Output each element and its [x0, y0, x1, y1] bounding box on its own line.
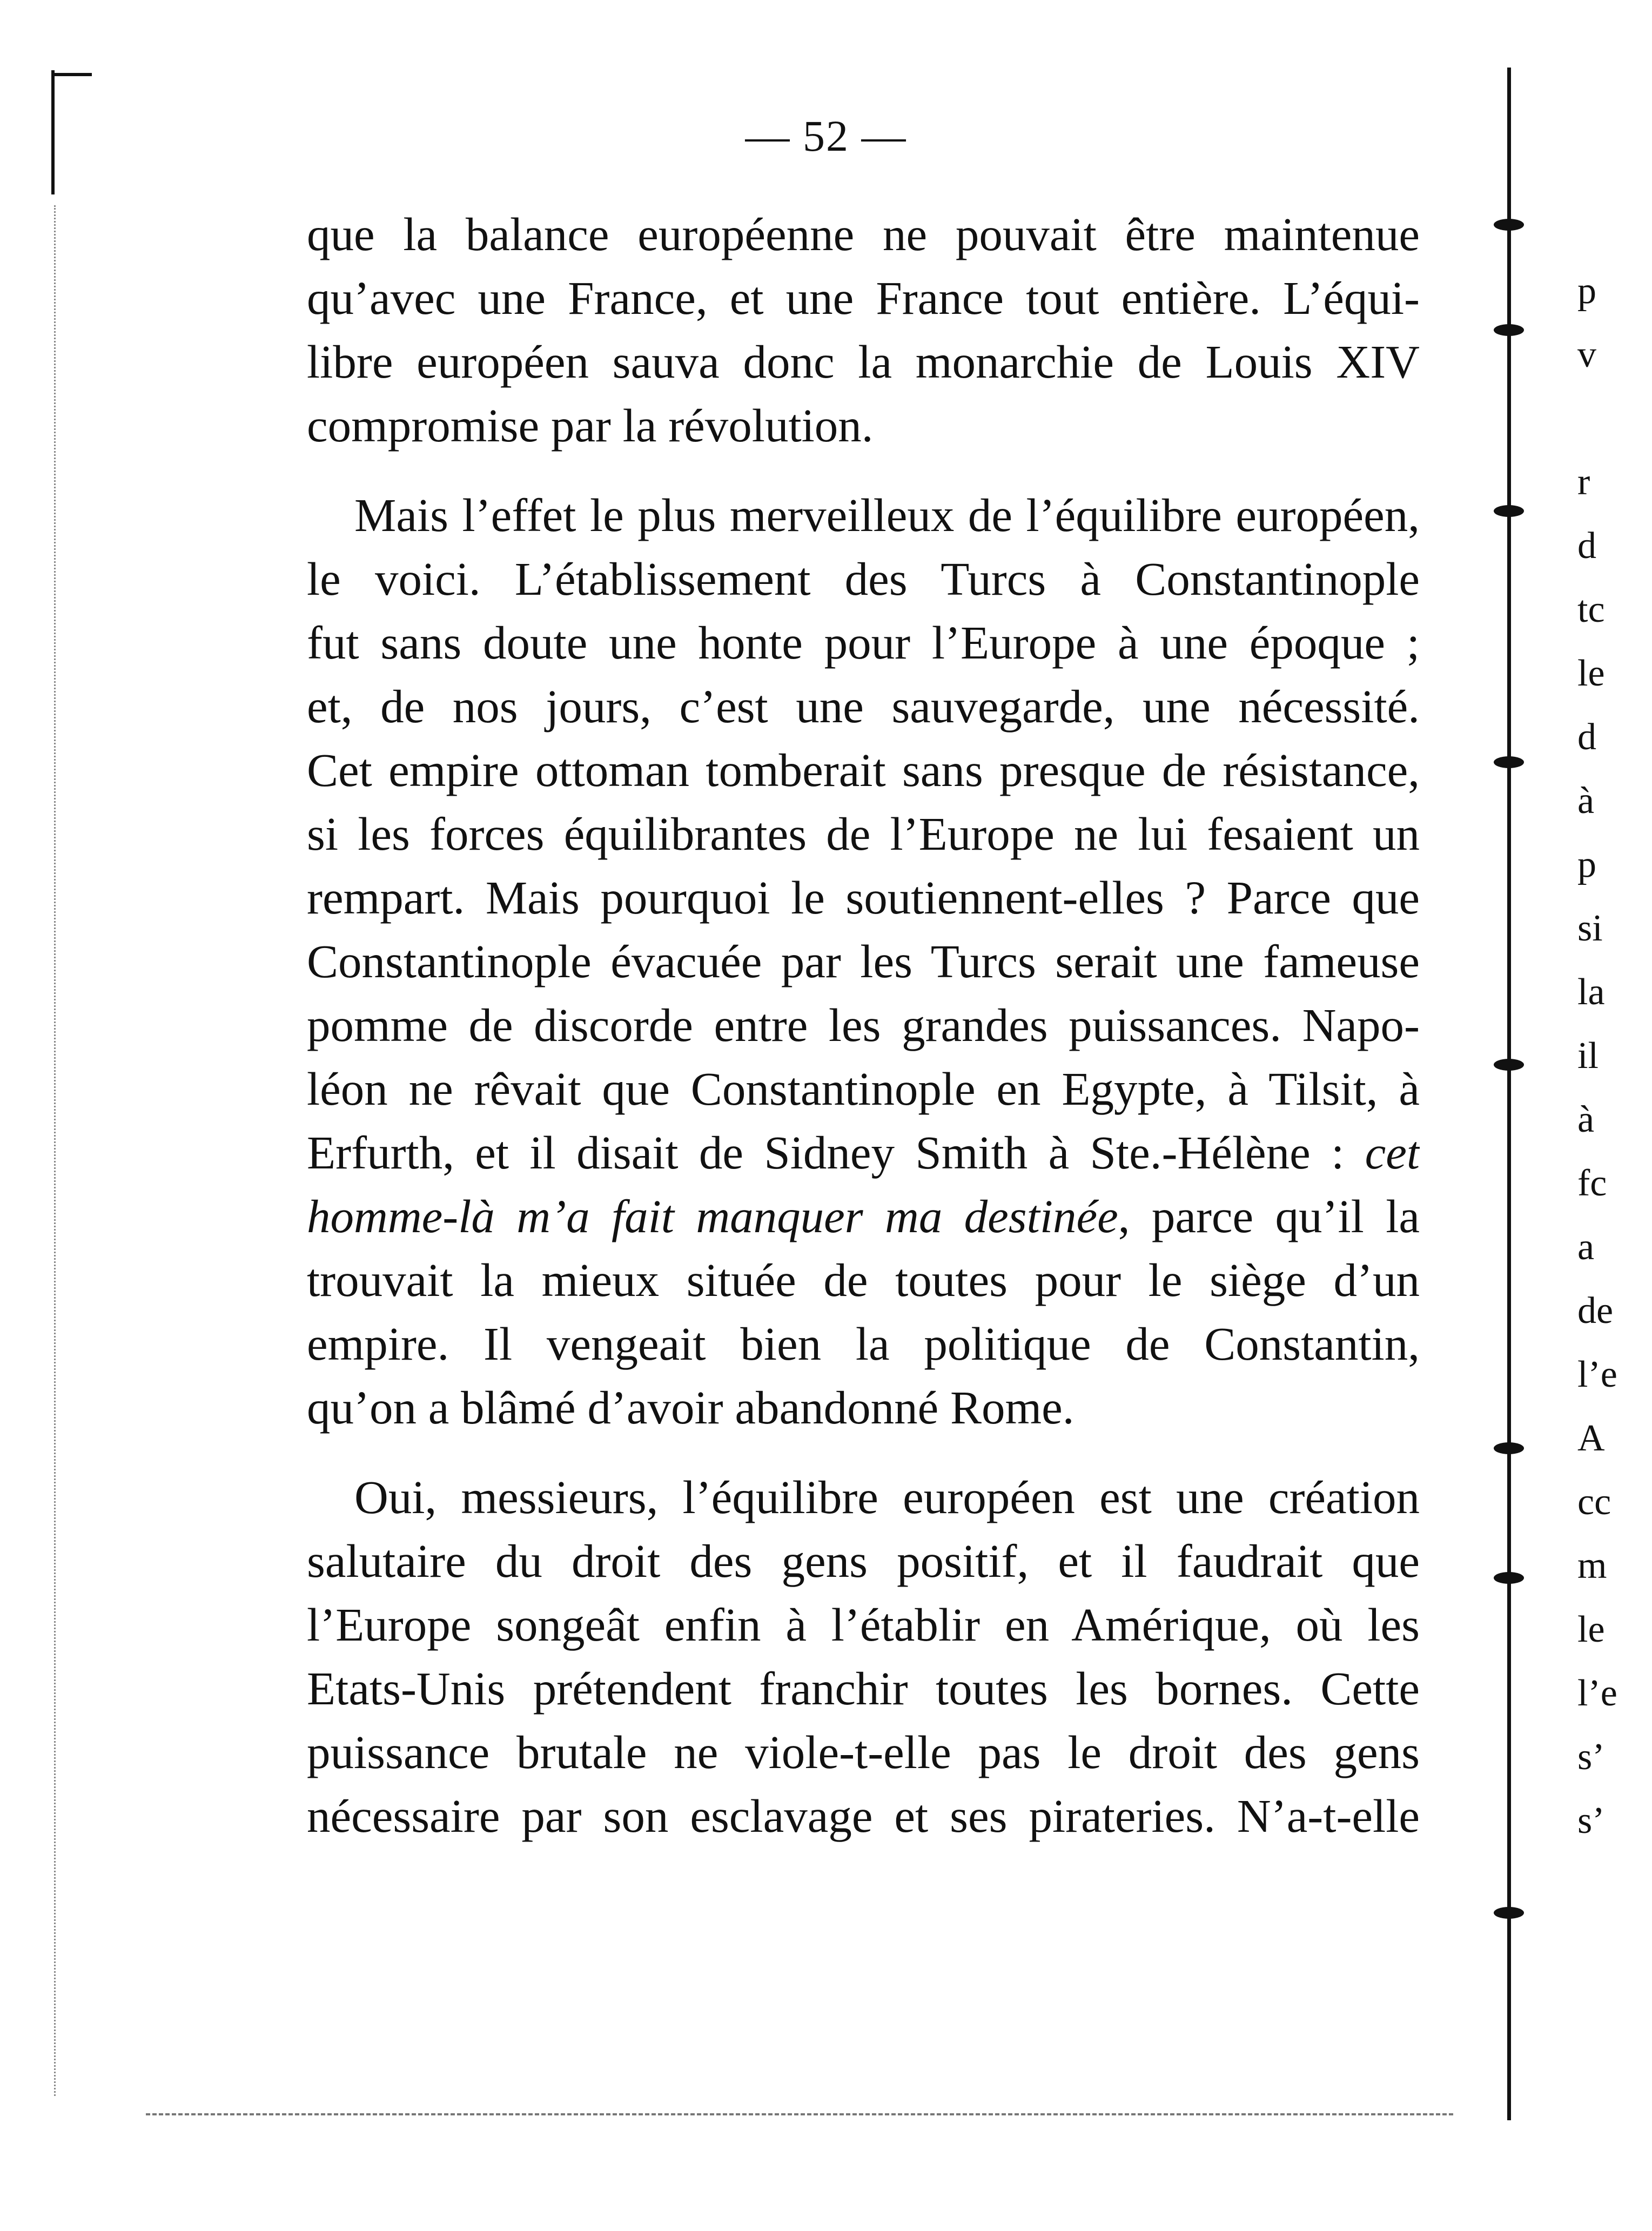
edge-fragment: le: [1577, 1609, 1605, 1650]
edge-fragment: A: [1577, 1417, 1605, 1459]
text-line: Etats-Unis prétendent franchir toutes les bornes. Cette: [307, 1662, 1420, 1715]
edge-fragment: s’: [1577, 1800, 1605, 1842]
edge-fragment: il: [1577, 1035, 1599, 1077]
text-segment: , parce qu’il la: [1118, 1190, 1420, 1242]
edge-fragment: s’: [1577, 1736, 1605, 1778]
text-line: salutaire du droit des gens positif, et il faudrait que: [307, 1535, 1420, 1587]
facing-page-edge: [1577, 259, 1652, 1853]
text-line-with-italic: [307, 1185, 1420, 1248]
binding-stitch: [1494, 324, 1524, 336]
text-line: fut sans doute une honte pour l’Europe à une époque ;: [307, 616, 1420, 669]
binding-stitch: [1494, 756, 1524, 768]
edge-fragment: v: [1577, 334, 1596, 375]
edge-fragment: cc: [1577, 1481, 1611, 1523]
text-line: l’Europe songeât enfin à l’établir en Amérique, où les: [307, 1598, 1420, 1651]
edge-fragment: de: [1577, 1290, 1614, 1332]
bottom-scan-edge: [146, 2113, 1453, 2118]
text-line: compromise par la révolution.: [307, 399, 874, 452]
text-line: Mais l’effet le plus merveilleux de l’équilibre européen,: [354, 489, 1420, 541]
edge-fragment: si: [1577, 908, 1603, 949]
edge-fragment: le: [1577, 653, 1605, 694]
edge-fragment: à: [1577, 1099, 1595, 1140]
text-line: que la balance européenne ne pouvait être maintenue: [307, 208, 1420, 260]
paragraph-2: [307, 483, 1420, 1440]
paragraph-3: [307, 1466, 1420, 1848]
edge-fragment: fc: [1577, 1162, 1607, 1204]
edge-fragment: d: [1577, 716, 1596, 758]
text-segment: Erfurth, et il disait de Sidney Smith à Ste.-Hélène :: [307, 1126, 1365, 1179]
edge-fragment: l’e: [1577, 1354, 1617, 1395]
page-number: — 52 —: [745, 111, 907, 160]
edge-fragment: [1577, 387, 1652, 451]
left-margin-tick: [51, 73, 92, 76]
text-line: qu’avec une France, et une France tout entière. L’équi-: [307, 272, 1420, 324]
binding-stitch: [1494, 505, 1524, 517]
text-line: si les forces équilibrantes de l’Europe ne lui fesaient un: [307, 808, 1420, 860]
edge-fragment: p: [1577, 270, 1596, 312]
paragraph-1: [307, 203, 1420, 458]
edge-fragment: p: [1577, 844, 1596, 885]
text-line: léon ne rêvait que Constantinople en Egypte, à Tilsit, à: [307, 1063, 1420, 1115]
page-body: [307, 203, 1420, 1874]
text-line: trouvait la mieux située de toutes pour le siège d’un: [307, 1254, 1420, 1306]
edge-fragment: d: [1577, 525, 1596, 567]
text-line: qu’on a blâmé d’avoir abandonné Rome.: [307, 1381, 1075, 1434]
text-line: Oui, messieurs, l’équilibre européen est une création: [354, 1471, 1420, 1523]
left-margin-dots: [54, 205, 57, 2096]
binding-stitch: [1494, 219, 1524, 231]
text-line-with-italic: [307, 1121, 1420, 1185]
binding-stitch: [1494, 1442, 1524, 1454]
binding-stitch: [1494, 1572, 1524, 1584]
italic-quote-start: cet: [1365, 1126, 1420, 1179]
text-line: pomme de discorde entre les grandes puissances. Napo-: [307, 999, 1420, 1051]
edge-fragment: à: [1577, 780, 1595, 822]
text-line: rempart. Mais pourquoi le soutiennent-elles ? Parce que: [307, 871, 1420, 924]
binding-thread: [1507, 68, 1511, 2120]
edge-fragment: l’e: [1577, 1672, 1617, 1714]
text-line: nécessaire par son esclavage et ses pirateries. N’a-t-elle: [307, 1790, 1420, 1842]
edge-fragment: la: [1577, 971, 1605, 1013]
binding-stitch: [1494, 1059, 1524, 1071]
text-line: puissance brutale ne viole-t-elle pas le droit des gens: [307, 1726, 1420, 1778]
edge-fragment: m: [1577, 1545, 1607, 1587]
edge-fragment: a: [1577, 1226, 1595, 1268]
edge-fragment: tc: [1577, 589, 1605, 630]
edge-fragment: r: [1577, 461, 1590, 503]
text-line: et, de nos jours, c’est une sauvegarde, une nécessité.: [307, 680, 1420, 733]
text-line: Constantinople évacuée par les Turcs serait une fameuse: [307, 935, 1420, 987]
binding-stitch: [1494, 1907, 1524, 1919]
text-line: Cet empire ottoman tomberait sans presque de résistance,: [307, 744, 1420, 796]
italic-quote: homme-là m’a fait manquer ma destinée: [307, 1190, 1118, 1242]
text-line: empire. Il vengeait bien la politique de Constantin,: [307, 1318, 1420, 1370]
text-line: libre européen sauva donc la monarchie de Louis XIV: [307, 335, 1420, 388]
text-line: le voici. L’établissement des Turcs à Constantinople: [307, 553, 1420, 605]
